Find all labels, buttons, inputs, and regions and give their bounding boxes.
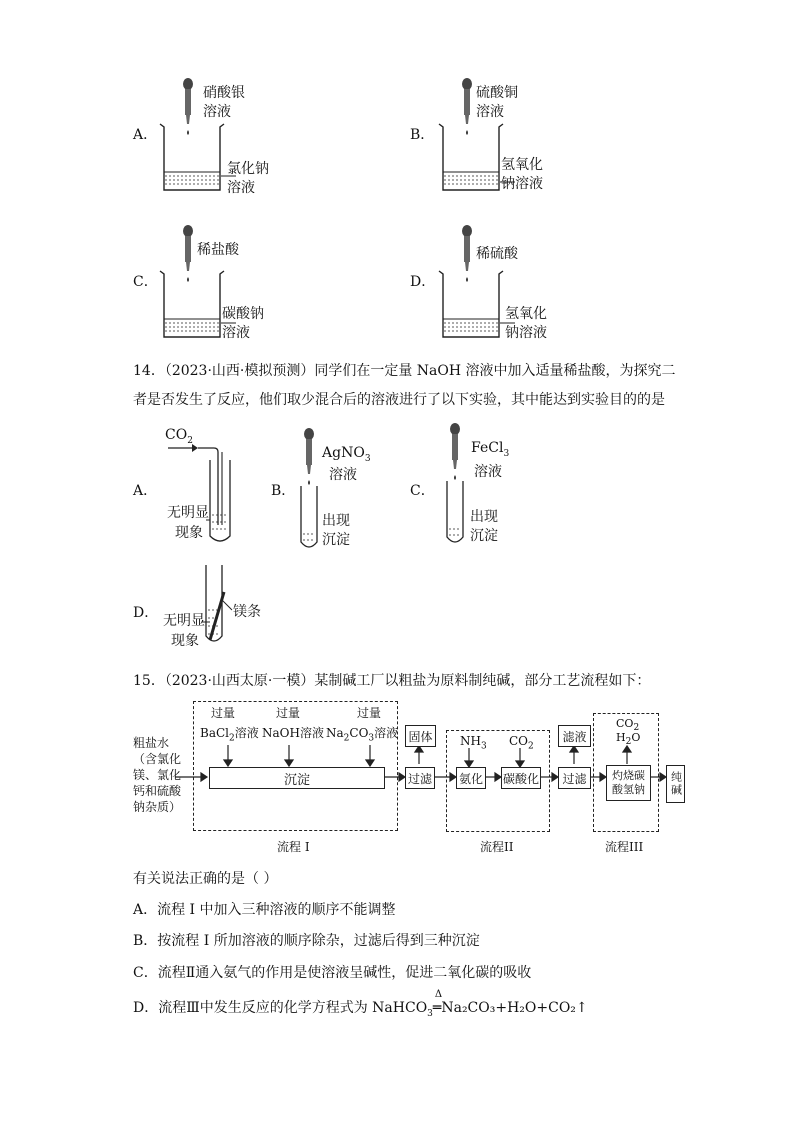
q14-option-a-letter: A． bbox=[133, 483, 158, 499]
q13-c-beaker-label-2: 溶液 bbox=[222, 325, 250, 341]
co2-input-label: $CO_2$ bbox=[509, 734, 534, 752]
na2co3-label: $Na_2CO_3$溶液 bbox=[326, 726, 399, 744]
excess-label-3: 过量 bbox=[357, 706, 382, 720]
raw-material-label: 粗盐水 （含氯化 镁、氯化 钙和硫酸 钠杂质） bbox=[133, 736, 182, 814]
q13-b-beaker-label: 氢氧化 bbox=[501, 157, 543, 173]
q15-option-b: B．按流程 I 所加溶液的顺序除杂，过滤后得到三种沉淀 bbox=[133, 933, 480, 949]
q14-a-note-1: 无明显 bbox=[167, 505, 209, 521]
q15-ask: 有关说法正确的是（ ） bbox=[133, 871, 278, 887]
q14-stem-line-1: 14．（2023·山西·模拟预测）同学们在一定量 NaOH 溶液中加入适量稀盐酸，为探究二 bbox=[133, 363, 676, 379]
q13-d-beaker-label-2: 钠溶液 bbox=[505, 325, 547, 341]
q15-stem: 15．（2023·山西太原·一模）某制碱工厂以粗盐为原料制纯碱，部分工艺流程如下： bbox=[133, 673, 651, 689]
q13-b-dropper-label-2: 溶液 bbox=[476, 104, 504, 120]
h2o-output-label: $H_2O$ bbox=[616, 731, 641, 748]
q14-d-drawing bbox=[202, 565, 232, 641]
q13-a-dropper-label-2: 溶液 bbox=[203, 104, 231, 120]
q14-c-note-2: 沉淀 bbox=[470, 528, 498, 544]
soda-ash-box: 纯碱 bbox=[666, 765, 685, 803]
q14-option-c-letter: C． bbox=[410, 483, 435, 499]
q13-option-d-letter: D． bbox=[410, 274, 436, 290]
co2-output-label: $CO_2$ bbox=[616, 717, 640, 734]
ammoniation-box: 氨化 bbox=[456, 767, 486, 789]
filter-box-2: 过滤 bbox=[558, 767, 591, 789]
bacl2-label: BaCl$_2$溶液 bbox=[200, 726, 259, 744]
q13-option-c-letter: C． bbox=[133, 274, 158, 290]
q13-b-dropper-label: 硫酸铜 bbox=[476, 85, 518, 101]
q13-c-beaker-label: 碳酸钠 bbox=[222, 306, 264, 322]
filter-box-1: 过滤 bbox=[405, 767, 435, 789]
q14-d-note-1: 无明显 bbox=[163, 613, 205, 629]
q14-d-note-2: 现象 bbox=[171, 633, 199, 649]
q13-d-beaker-label: 氢氧化 bbox=[505, 306, 547, 322]
q14-d-strip-label: 镁条 bbox=[233, 604, 261, 620]
q15-option-c: C．流程Ⅱ通入氨气的作用是使溶液呈碱性，促进二氧化碳的吸收 bbox=[133, 965, 532, 981]
excess-label-1: 过量 bbox=[211, 706, 236, 720]
process-3-label: 流程III bbox=[605, 840, 644, 854]
q14-option-d-letter: D． bbox=[133, 605, 159, 621]
q14-a-note-2: 现象 bbox=[175, 525, 203, 541]
naoh-label: NaOH溶液 bbox=[262, 726, 324, 740]
q14-c-reagent-2: 溶液 bbox=[474, 464, 502, 480]
carbonation-box: 碳酸化 bbox=[501, 767, 541, 789]
q13-option-b-letter: B． bbox=[410, 127, 435, 143]
q14-c-note-1: 出现 bbox=[470, 509, 498, 525]
q13-d-drawing bbox=[439, 225, 515, 337]
q13-b-beaker-label-2: 钠溶液 bbox=[501, 176, 543, 192]
q15-option-d: D．流程Ⅲ中发生反应的化学方程式为 NaHCO$_3$ Δ ═Na₂CO₃+H₂O+CO₂↑ bbox=[133, 989, 588, 1019]
heat-equals-sign: Δ ═ bbox=[432, 989, 443, 1016]
q13-option-a-letter: A． bbox=[133, 127, 158, 143]
q14-stem-line-2: 者是否发生了反应，他们取少混合后的溶液进行了以下实验，其中能达到实验目的的是 bbox=[133, 392, 665, 408]
q15-option-a: A．流程 I 中加入三种溶液的顺序不能调整 bbox=[133, 902, 396, 918]
q14-c-reagent: FeCl$_3$ bbox=[471, 440, 510, 459]
q13-a-dropper-label: 硝酸银 bbox=[203, 85, 245, 101]
q13-a-beaker-label: 氯化钠 bbox=[227, 161, 269, 177]
q14-c-drawing bbox=[447, 423, 463, 542]
q13-a-beaker-label-2: 溶液 bbox=[227, 180, 255, 196]
q14-b-note-1: 出现 bbox=[322, 513, 350, 529]
solid-box: 固体 bbox=[405, 725, 436, 747]
q13-c-dropper-label: 稀盐酸 bbox=[197, 242, 239, 258]
q14-b-reagent: AgNO$_3$ bbox=[322, 445, 371, 464]
calcination-box: 灼烧碳 酸氢钠 bbox=[606, 765, 651, 801]
q14-a-gas-label: $CO_2$ bbox=[165, 427, 193, 446]
q14-b-note-2: 沉淀 bbox=[322, 532, 350, 548]
process-1-label: 流程 I bbox=[277, 840, 310, 854]
q14-b-reagent-2: 溶液 bbox=[329, 467, 357, 483]
q13-d-dropper-label: 稀硫酸 bbox=[476, 246, 518, 262]
nh3-label: $NH_3$ bbox=[460, 734, 487, 752]
filtrate-box: 滤液 bbox=[558, 725, 591, 747]
q14-b-drawing bbox=[301, 428, 317, 547]
excess-label-2: 过量 bbox=[276, 706, 301, 720]
precipitation-box: 沉淀 bbox=[209, 767, 385, 789]
q14-option-b-letter: B． bbox=[271, 483, 296, 499]
process-2-label: 流程II bbox=[480, 840, 514, 854]
